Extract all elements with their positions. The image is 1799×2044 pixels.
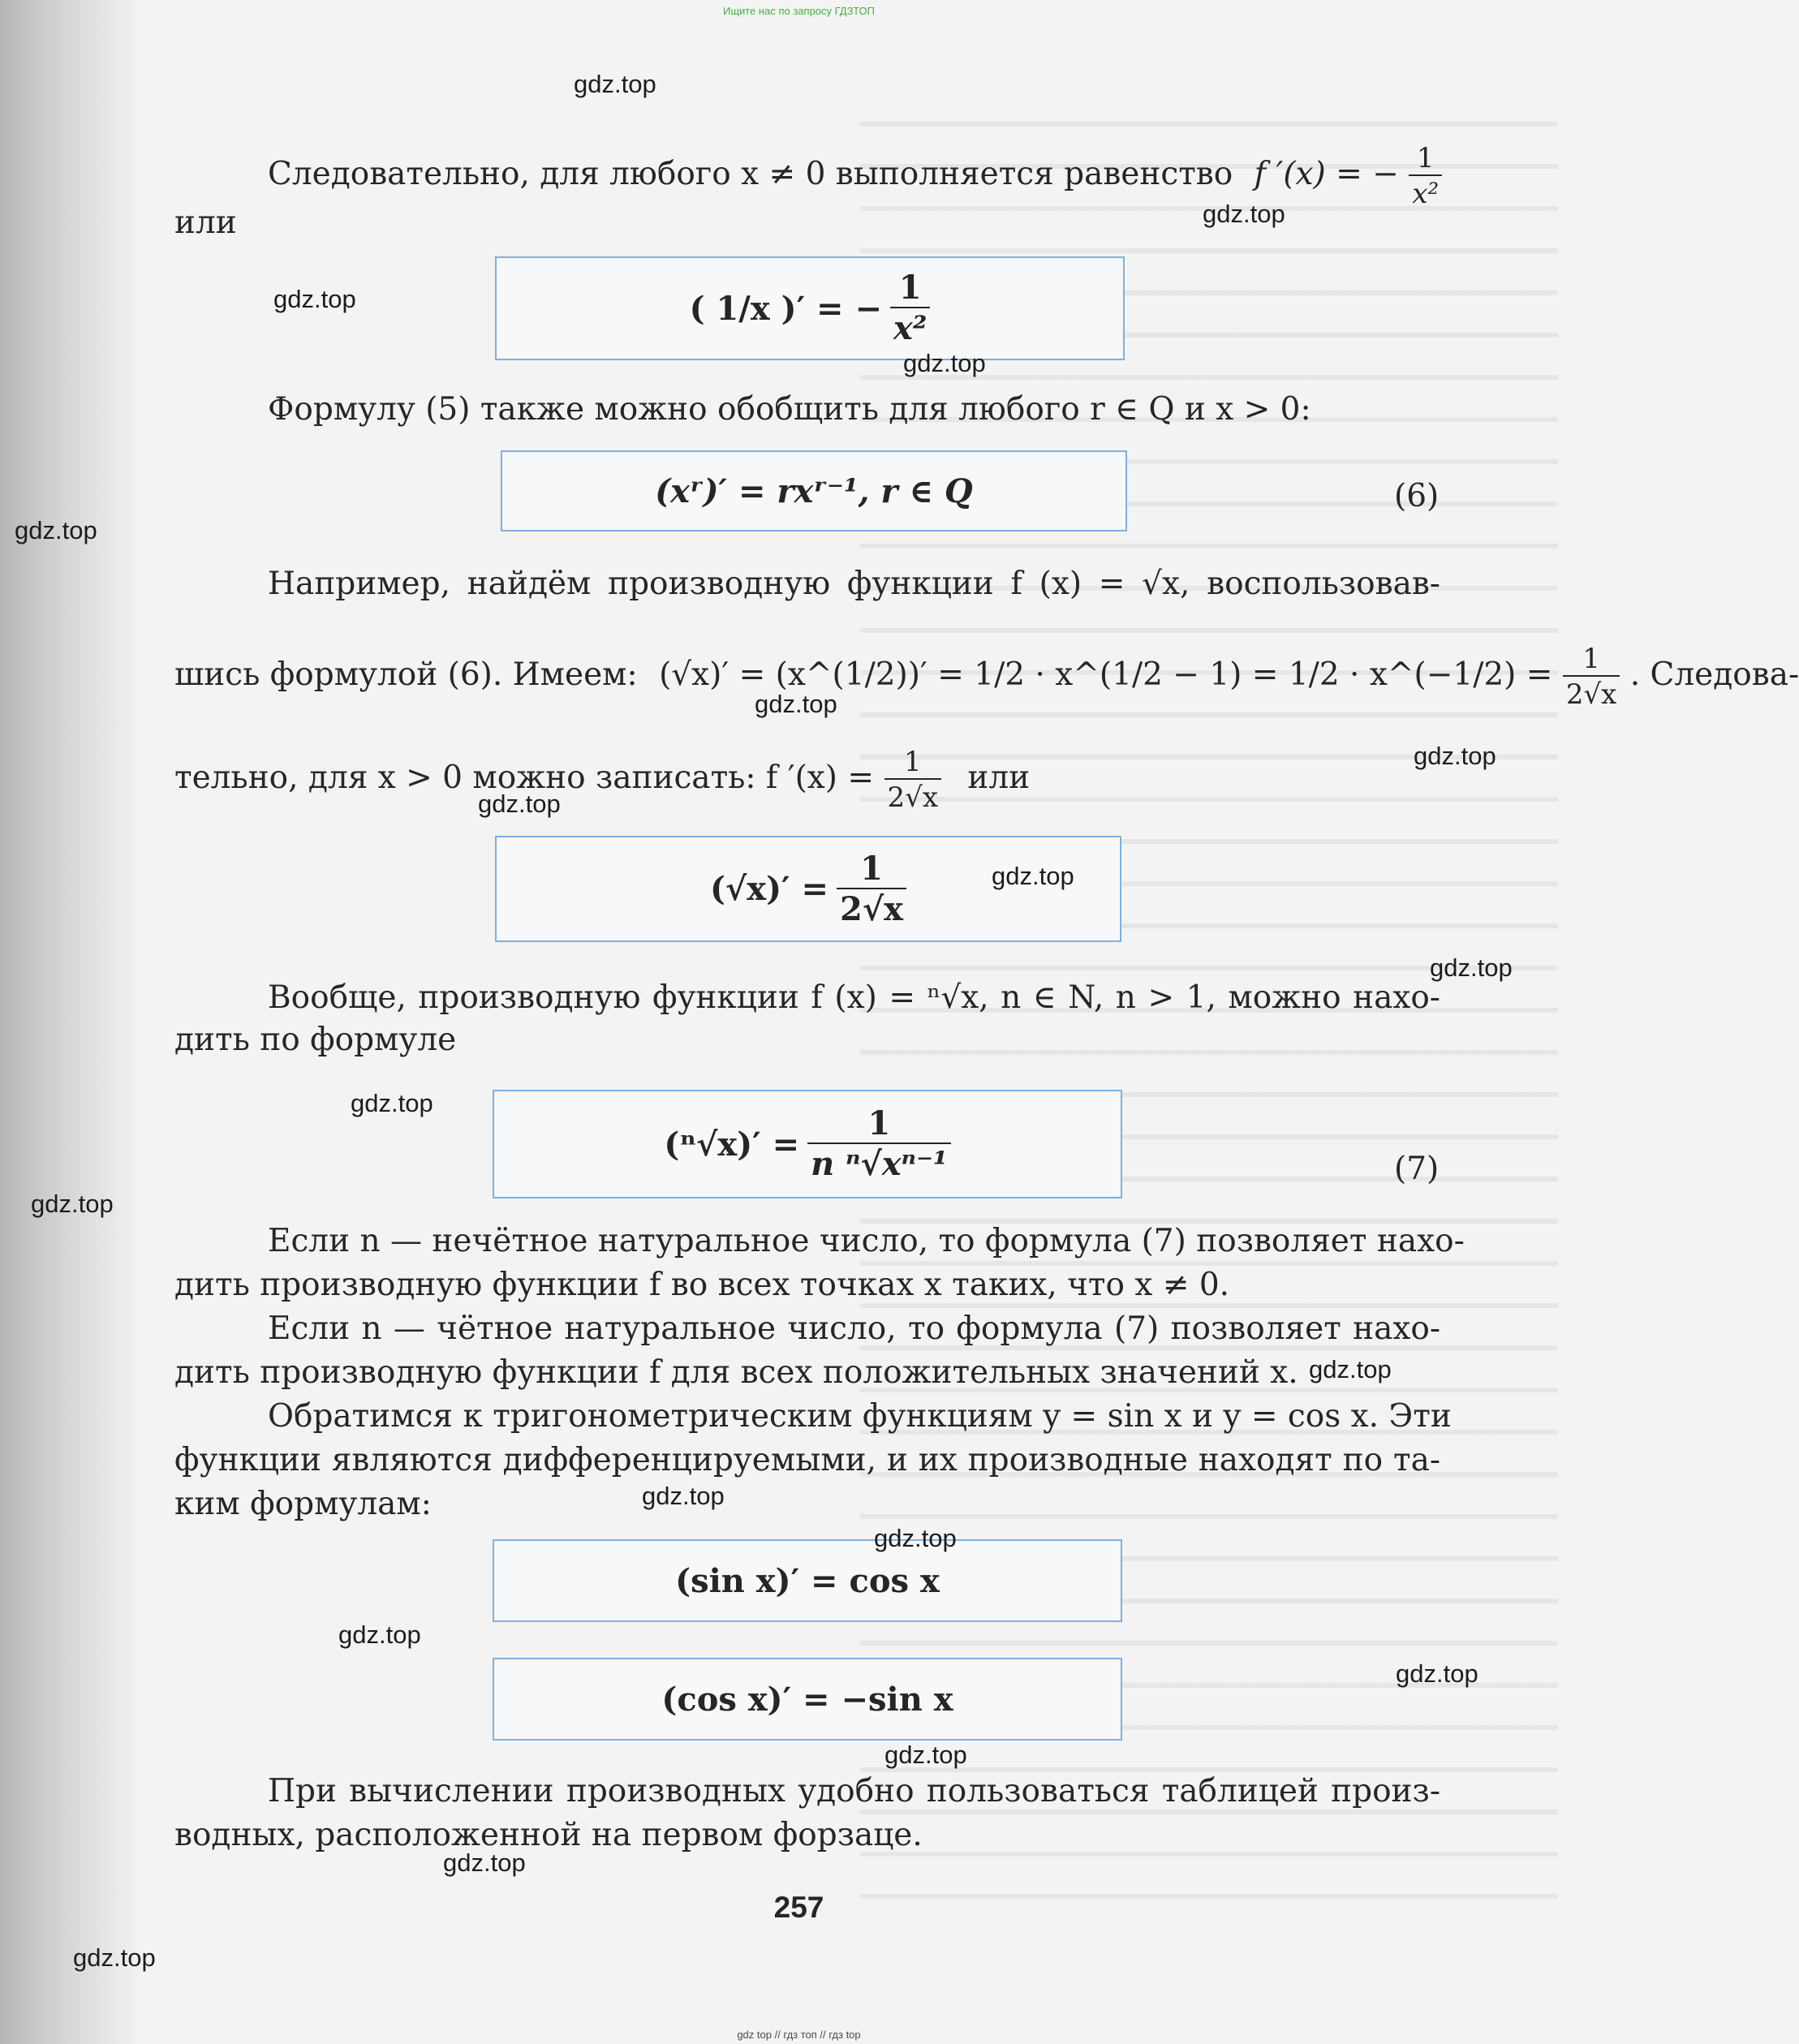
formula-sin: (sin x)′ = cos x	[675, 1561, 940, 1600]
paragraph-3-lead: шись формулой (6). Имеем:	[174, 656, 638, 693]
fraction-denominator: n ⁿ√xⁿ⁻¹	[807, 1142, 950, 1181]
fraction-denominator: 2√x	[837, 888, 906, 926]
fraction-numerator: 1	[903, 746, 922, 778]
watermark: gdz.top	[273, 285, 356, 313]
fraction-denominator: x²	[1409, 174, 1442, 208]
formula-box-reciprocal	[495, 256, 1125, 360]
watermark: gdz.top	[31, 1190, 114, 1218]
formula-nth-root-fraction	[807, 1104, 950, 1183]
book-spine-shadow	[0, 0, 142, 2044]
paragraph-7-line-2: функции являются дифференцируемыми, и их производные находят по та-	[174, 1442, 1440, 1478]
watermark: gdz.top	[755, 690, 837, 718]
fraction-denominator: 2√x	[884, 778, 941, 811]
formula-sqrt-fraction	[837, 849, 906, 928]
watermark: gdz.top	[1396, 1659, 1478, 1688]
fraction-one-over-2sqrtx	[884, 746, 941, 814]
sqrt-derivative-calc: (√x)′ = (x^(1/2))′ = 1/2 · x^(1/2 − 1) = 1/2 · x^(−1/2) =	[659, 656, 1553, 693]
fraction-one-over-x2	[1409, 144, 1442, 208]
paragraph-8-line-2: водных, расположенной на первом форзаце.	[174, 1817, 923, 1853]
watermark: gdz.top	[1309, 1355, 1392, 1383]
paragraph-8-line-1: При вычислении производных удобно пользоваться таблицей произ-	[268, 1773, 1440, 1809]
header-note: Ищите нас по запросу ГДЗТОП	[722, 5, 875, 17]
paragraph-5-line-2: дить производную функции f во всех точках x таких, что x ≠ 0.	[174, 1267, 1230, 1303]
formula-box-cos	[493, 1658, 1122, 1741]
formula-cos: (cos x)′ = −sin x	[661, 1680, 953, 1719]
paragraph-6-line-1: Если n — чётное натуральное число, то формула (7) позволяет нахо-	[268, 1310, 1440, 1347]
paragraph-3-line-1: Например, найдём производную функции f (x) = √x, воспользовав-	[268, 566, 1440, 602]
formula-reciprocal-fraction	[890, 269, 930, 347]
watermark: gdz.top	[73, 1943, 156, 1972]
paragraph-5-line-1: Если n — нечётное натуральное число, то формула (7) позволяет нахо-	[268, 1223, 1465, 1259]
equation-number-7: (7)	[1394, 1151, 1440, 1187]
watermark: gdz.top	[574, 70, 656, 98]
paragraph-2: Формулу (5) также можно обобщить для любого r ∈ Q и x > 0:	[268, 391, 1311, 428]
paragraph-4-line-1: Вообще, производную функции f (x) = ⁿ√x, n ∈ N, n > 1, можно нахо-	[268, 979, 1440, 1016]
formula-power: (xʳ)′ = rxʳ⁻¹, r ∈ Q	[655, 471, 973, 510]
watermark: gdz.top	[1414, 742, 1496, 770]
paragraph-3c-tail: или	[967, 760, 1031, 796]
formula-box-sin	[493, 1539, 1122, 1622]
page-number: 257	[773, 1891, 824, 1924]
watermark: gdz.top	[903, 349, 986, 377]
watermark: gdz.top	[15, 516, 97, 544]
formula-box-power	[501, 450, 1127, 531]
fraction-denominator: 2√x	[1563, 675, 1620, 708]
fraction-numerator: 1	[860, 849, 883, 888]
paragraph-7-line-1: Обратимся к тригонометрическим функциям y = sin x и y = cos x. Эти	[268, 1398, 1452, 1435]
paragraph-3-tail: . Следова-	[1629, 656, 1799, 693]
paragraph-1-text: Следовательно, для любого x ≠ 0 выполняется равенство	[268, 156, 1233, 192]
paragraph-1-line	[268, 144, 1444, 208]
formula-reciprocal-lhs: ( 1/x )′ = −	[689, 289, 883, 328]
watermark: gdz.top	[874, 1524, 957, 1552]
watermark: gdz.top	[1430, 953, 1513, 982]
paragraph-3-line-3	[174, 746, 1440, 814]
watermark: gdz.top	[992, 862, 1074, 890]
watermark: gdz.top	[443, 1848, 526, 1877]
formula-box-nth-root	[493, 1090, 1122, 1198]
fraction-denominator: x²	[890, 307, 930, 345]
watermark: gdz.top	[1203, 200, 1285, 228]
derivative-lhs: f ′(x) = −	[1254, 156, 1399, 192]
formula-nth-root-lhs: (ⁿ√x)′ =	[664, 1125, 800, 1164]
paragraph-1-or: или	[174, 204, 237, 241]
equation-number-6: (6)	[1394, 478, 1440, 514]
fraction-numerator: 1	[1582, 643, 1600, 675]
watermark: gdz.top	[642, 1482, 725, 1510]
footer-note: gdz top // гдз топ // гдз top	[737, 2029, 861, 2041]
paragraph-3c-lead: тельно, для x > 0 можно записать: f ′(x) =	[174, 760, 875, 796]
watermark: gdz.top	[351, 1089, 433, 1117]
watermark: gdz.top	[478, 790, 561, 818]
formula-sqrt-lhs: (√x)′ =	[710, 870, 828, 908]
paragraph-7-line-3: ким формулам:	[174, 1486, 432, 1522]
watermark: gdz.top	[338, 1620, 421, 1649]
fraction-numerator: 1	[867, 1104, 891, 1142]
fraction-one-over-2sqrtx	[1563, 643, 1620, 711]
fraction-numerator: 1	[1416, 142, 1435, 174]
fraction-numerator: 1	[898, 269, 922, 307]
paragraph-6-line-2: дить производную функции f для всех положительных значений x.	[174, 1354, 1298, 1391]
paragraph-4-line-2: дить по формуле	[174, 1022, 457, 1058]
watermark: gdz.top	[884, 1741, 967, 1769]
